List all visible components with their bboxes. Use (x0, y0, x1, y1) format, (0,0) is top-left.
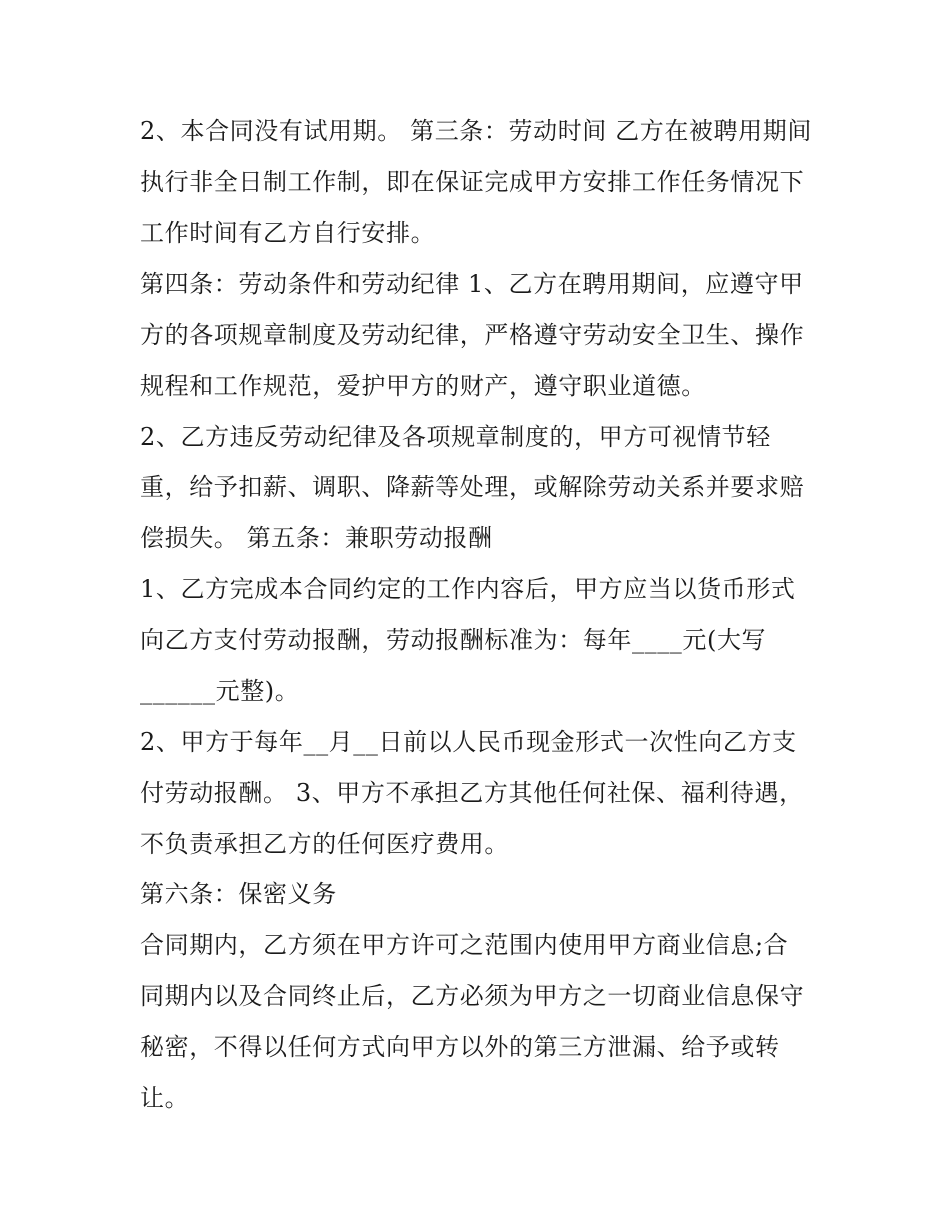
text-line-12: ______元整)。 (140, 677, 300, 705)
text-line-20: 让。 (140, 1084, 190, 1112)
text-line-4: 第四条：劳动条件和劳动纪律 1、乙方在聘用期间，应遵守甲 (140, 270, 804, 298)
text-line-8: 重，给予扣薪、调职、降薪等处理，或解除劳动关系并要求赔 (140, 473, 805, 501)
text-line-6: 规程和工作规范，爱护甲方的财产，遵守职业道德。 (140, 372, 706, 400)
text-line-7: 2、乙方违反劳动纪律及各项规章制度的，甲方可视情节轻 (140, 423, 771, 451)
text-line-14: 付劳动报酬。 3、甲方不承担乙方其他任何社保、福利待遇， (140, 779, 804, 807)
text-line-2: 执行非全日制工作制，即在保证完成甲方安排工作任务情况下 (140, 168, 805, 196)
text-line-17: 合同期内，乙方须在甲方许可之范围内使用甲方商业信息;合 (140, 931, 789, 959)
text-line-16: 第六条：保密义务 (140, 880, 337, 908)
text-line-9: 偿损失。 第五条：兼职劳动报酬 (140, 524, 493, 552)
text-line-3: 工作时间有乙方自行安排。 (140, 219, 436, 247)
text-line-13: 2、甲方于每年__月__日前以人民币现金形式一次性向乙方支 (140, 728, 797, 756)
text-line-15: 不负责承担乙方的任何医疗费用。 (140, 830, 509, 858)
text-line-10: 1、乙方完成本合同约定的工作内容后，甲方应当以货币形式 (140, 575, 796, 603)
text-line-18: 同期内以及合同终止后，乙方必须为甲方之一切商业信息保守 (140, 982, 805, 1010)
text-line-1: 2、本合同没有试用期。 第三条：劳动时间 乙方在被聘用期间 (140, 117, 812, 145)
text-line-5: 方的各项规章制度及劳动纪律，严格遵守劳动安全卫生、操作 (140, 321, 805, 349)
text-line-11: 向乙方支付劳动报酬，劳动报酬标准为：每年____元(大写 (140, 626, 767, 654)
text-line-19: 秘密，不得以任何方式向甲方以外的第三方泄漏、给予或转 (140, 1033, 780, 1061)
